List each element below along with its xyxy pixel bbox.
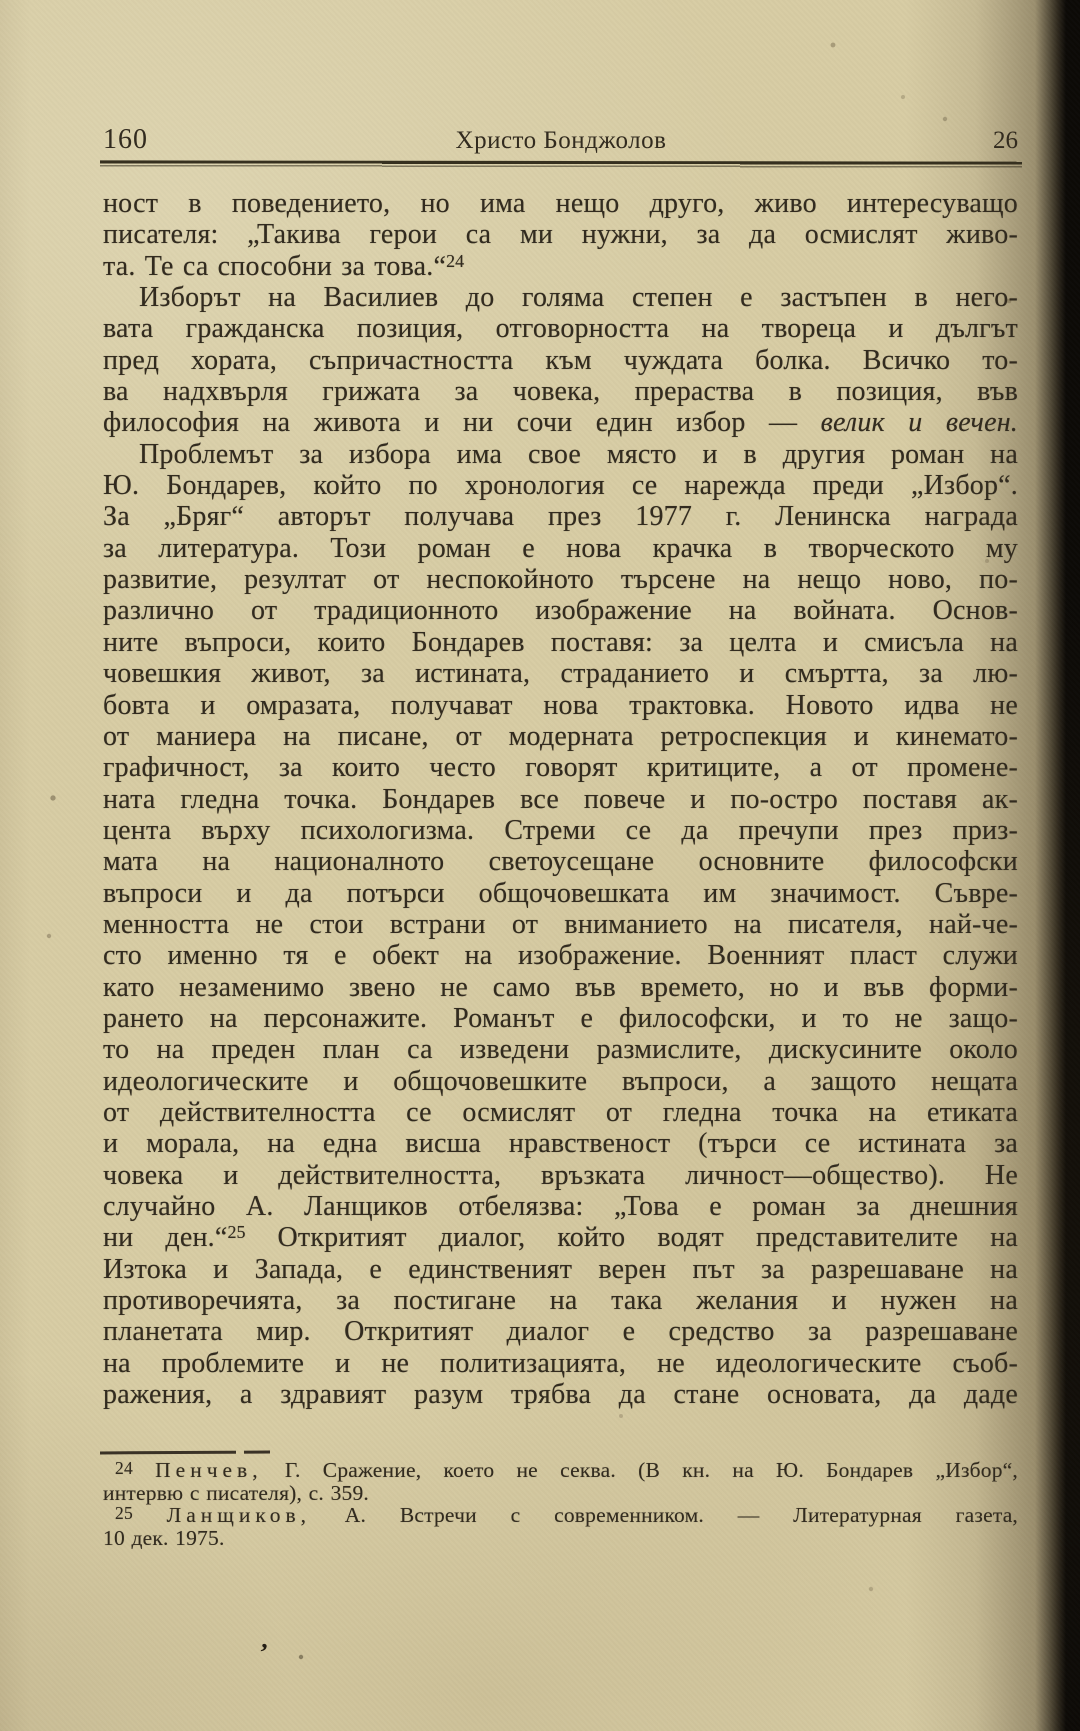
- text-line: от действителността се осмислят от гледна точка на етиката: [103, 1096, 1018, 1128]
- footnote-ref-25: 25: [227, 1222, 246, 1243]
- text-line: рането на персонажите. Романът е философски, и то не защо-: [103, 1002, 1018, 1034]
- text-segment: ни ден.“: [103, 1222, 228, 1254]
- text-line: Изборът на Василиев до голяма степен е застъпен в него-: [139, 282, 1018, 314]
- footnote-25-line-1: [103, 1504, 1018, 1527]
- footnote-author: Ланщиков,: [166, 1503, 311, 1528]
- paragraph-1: [103, 188, 1018, 282]
- paper-freckles: [0, 0, 2, 2]
- text-line: За „Бряг“ авторът получава през 1977 г. Ленинска награда: [103, 501, 1018, 533]
- text-line: [103, 1222, 1018, 1253]
- text-line: ност в поведението, но има нещо друго, живо интересуващо: [103, 188, 1018, 219]
- text-line: ражения, а здравият разум трябва да стане основата, да даде: [103, 1379, 1018, 1411]
- footnote-marker: 25: [115, 1503, 133, 1524]
- text-line: и морала, на една висша нравственост (търси се истината за: [103, 1128, 1018, 1160]
- text-line: човешкия живот, за истината, страданието и смъртта, за лю-: [103, 658, 1018, 690]
- header-rule: [100, 160, 1022, 168]
- text-line: Проблемът за избора има свое място и в другия роман на: [139, 438, 1018, 470]
- text-line: противоречията, за постигане на така желания и нужен на: [103, 1285, 1018, 1317]
- footnote-25-line-2: 10 дек. 1975.: [103, 1525, 225, 1550]
- text-line: различно от традиционното изображение на войната. Основ-: [103, 595, 1018, 627]
- text-line: цента върху психологизма. Стреми се да пречупи през приз-: [103, 814, 1018, 846]
- text-line: развитие, резултат от неспокойното търсене на нещо ново, по-: [103, 564, 1018, 596]
- footnote-24-line-2: интервю с писателя), с. 359.: [103, 1480, 369, 1505]
- text-line: [103, 407, 1018, 438]
- text-line: менността не стои встрани от вниманието на писателя, най-че-: [103, 908, 1018, 940]
- text-line: писателя: „Такива герои са ми нужни, за да осмислят живо-: [103, 219, 1018, 251]
- text-line: пред хората, съпричастността към чуждата болка. Всичко то-: [103, 344, 1018, 376]
- text-line: вата гражданска позиция, отговорността на твореца и дългът: [103, 313, 1018, 345]
- right-column-number: 26: [993, 127, 1018, 154]
- text-line: графичност, за които често говорят критиците, а от промене-: [103, 752, 1018, 784]
- text-line: на проблемите и не политизацията, не идеологическите съоб-: [103, 1347, 1018, 1379]
- text-segment: А. Встречи с современником. — Литературная газета,: [344, 1503, 1019, 1528]
- running-title: Христо Бонджолов: [455, 127, 667, 154]
- page-header: [100, 124, 1022, 158]
- text-line: ните въпроси, които Бондарев поставя: за целта и смисъла на: [103, 626, 1018, 658]
- footnote-separator: [100, 1451, 270, 1455]
- text-line: въпроси и да потърси общочовешката им значимост. Съвре-: [103, 877, 1018, 909]
- text-line: Изтока и Запада, е единственият верен път за разрешаване на: [103, 1253, 1018, 1285]
- text-line: от маниера на писане, от модерната ретроспекция и кинемато-: [103, 720, 1018, 752]
- text-line: мата на националното светоусещане основните философски: [103, 846, 1018, 878]
- text-line: [103, 251, 1018, 282]
- text-line: като незаменимо звено не само във времето, но и във форми-: [103, 971, 1018, 1003]
- page-body: [103, 188, 1018, 1410]
- text-segment: Откритият диалог, който водят представителите на: [277, 1222, 1018, 1254]
- text-line: ва надхвърля грижата за човека, прераства в позиция, във: [103, 376, 1018, 408]
- ink-speck: ’: [257, 1637, 270, 1668]
- text-line: то на преден план са изведени размислите, дискусините около: [103, 1034, 1018, 1066]
- paragraph-3: [103, 439, 1018, 1411]
- footnote-author: Пенчев,: [155, 1458, 263, 1482]
- footnote-ref-24: 24: [446, 250, 465, 271]
- text-line: за литература. Този роман е нова крачка в творческото му: [103, 532, 1018, 564]
- text-segment: философия на живота и ни сочи един избор —: [103, 407, 821, 439]
- footnote-marker: 24: [115, 1458, 133, 1478]
- text-line: случайно А. Ланщиков отбелязва: „Това е роман за днешния: [103, 1191, 1018, 1222]
- text-segment: та. Те са способни за това.“: [103, 250, 447, 282]
- page-number: 160: [103, 124, 148, 155]
- text-line: човека и действителността, връзката личност—общество). Не: [103, 1159, 1018, 1191]
- text-line: ната гледна точка. Бондарев все повече и по-остро поставя ак-: [103, 783, 1018, 815]
- footnotes: [103, 1459, 1018, 1549]
- text-segment: Г. Сражение, което не секва. (В кн. на Ю. Бондарев „Избор“,: [284, 1458, 1018, 1482]
- text-line: идеологическите и общочовешките въпроси, а защото нещата: [103, 1065, 1018, 1097]
- italic-phrase: велик и вечен.: [820, 407, 1018, 439]
- text-line: сто именно тя е обект на изображение. Военният пласт служи: [103, 940, 1018, 972]
- text-line: планетата мир. Откритият диалог е средство за разрешаване: [103, 1316, 1018, 1348]
- text-line: Ю. Бондарев, който по хронология се нарежда преди „Избор“.: [103, 470, 1018, 502]
- footnote-24-line-1: [103, 1459, 1018, 1482]
- paragraph-2: [103, 282, 1018, 439]
- text-line: бовта и омразата, получават нова трактовка. Новото идва не: [103, 689, 1018, 721]
